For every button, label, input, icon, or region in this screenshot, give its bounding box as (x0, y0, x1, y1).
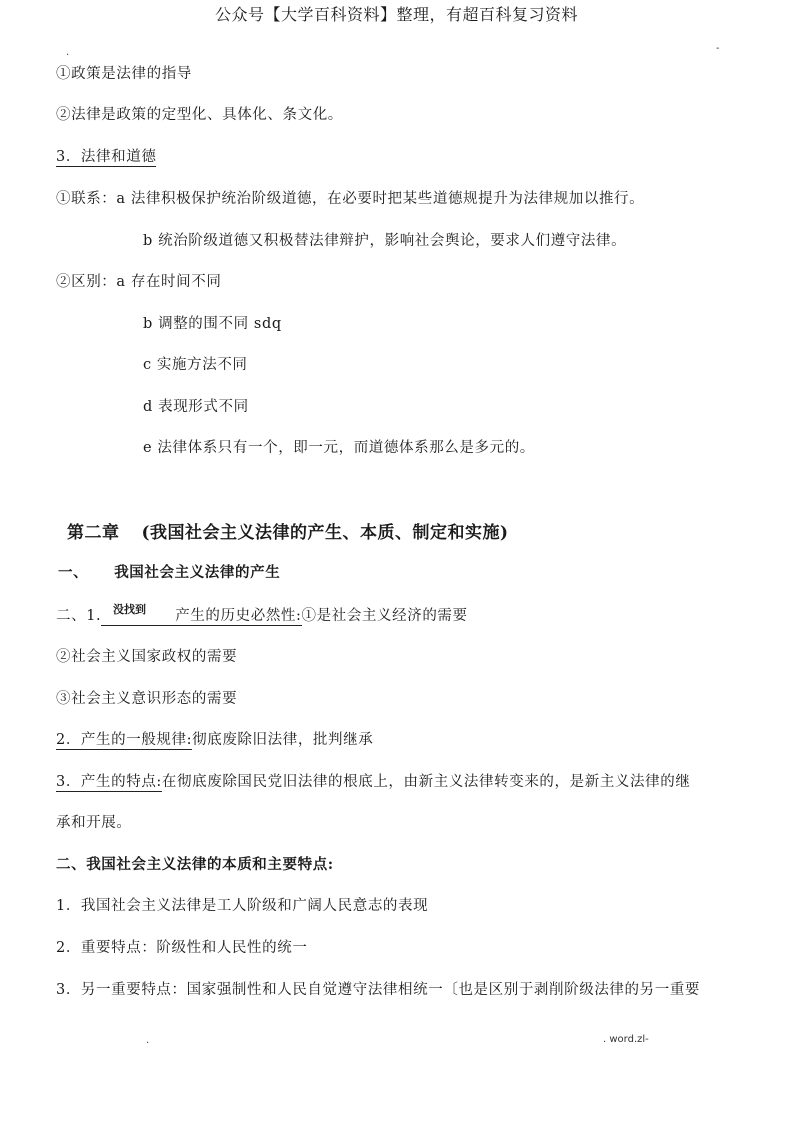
corner-dash: - (716, 43, 720, 54)
item-prefix: 二、1. (56, 608, 102, 624)
item-text: 彻底废除旧法律，批判继承 (192, 732, 374, 748)
subheading (56, 147, 156, 167)
item-label: 2．产生的一般规律: (56, 732, 193, 748)
footer-dot: . (146, 1035, 150, 1046)
item-label: 产生的历史必然性: (101, 608, 301, 626)
subheading-label: 3．法律和道德 (56, 149, 157, 165)
chapter-heading (67, 518, 509, 543)
text-line: 3．另一重要特点：国家强制性和人民自觉遵守法律相统一〔也是区别于剥削阶级法律的另一重要 (56, 982, 701, 998)
section-heading (58, 563, 280, 583)
item-text: 在彻底废除国民党旧法律的根底上，由新主义法律转变来的，是新主义法律的继 (161, 774, 691, 790)
text-line: b 调整的围不同 sdq (143, 316, 282, 332)
section-number: 一、 (58, 564, 89, 581)
text-line: 1．我国社会主义法律是工人阶级和广阔人民意志的表现 (56, 898, 429, 914)
text-line: b 统治阶级道德又积极替法律辩护，影响社会舆论，要求人们遵守法律。 (143, 233, 627, 249)
text-line: ②法律是政策的定型化、具体化、条文化。 (56, 107, 343, 123)
text-line: c 实施方法不同 (143, 357, 248, 373)
corner-dot: . (66, 47, 70, 58)
text-line: d 表现形式不同 (143, 399, 249, 415)
text-line: ①联系：a 法律积极保护统治阶级道德，在必要时把某些道德规提升为法律规加以推行。 (56, 191, 645, 207)
page-footer: . word.zl- (603, 1034, 649, 1045)
section-heading: 二、我国社会主义法律的本质和主要特点: (56, 856, 334, 873)
text-line: 承和开展。 (56, 815, 132, 831)
item-label: 3．产生的特点: (56, 774, 162, 790)
chapter-number: 第二章 (67, 523, 120, 543)
section-title: 我国社会主义法律的产生 (114, 564, 281, 581)
text-line: e 法律体系只有一个，即一元，而道德体系那么是多元的。 (143, 440, 535, 456)
text-line (56, 606, 468, 626)
stamp-text: 没找到 (113, 603, 146, 616)
text-line (56, 772, 690, 792)
text-line: ②社会主义国家政权的需要 (56, 649, 238, 665)
text-line (56, 730, 373, 750)
text-line: ①政策是法律的指导 (56, 66, 192, 82)
item-text: ①是社会主义经济的需要 (301, 608, 468, 624)
text-line: ③社会主义意识形态的需要 (56, 691, 238, 707)
page-header-banner: 公众号【大学百科资料】整理，有超百科复习资料 (214, 5, 578, 24)
text-line: ②区别：a 存在时间不同 (56, 274, 222, 290)
text-line: 2．重要特点：阶级性和人民性的统一 (56, 940, 308, 956)
chapter-subtitle: (我国社会主义法律的产生、本质、制定和实施) (141, 523, 509, 543)
